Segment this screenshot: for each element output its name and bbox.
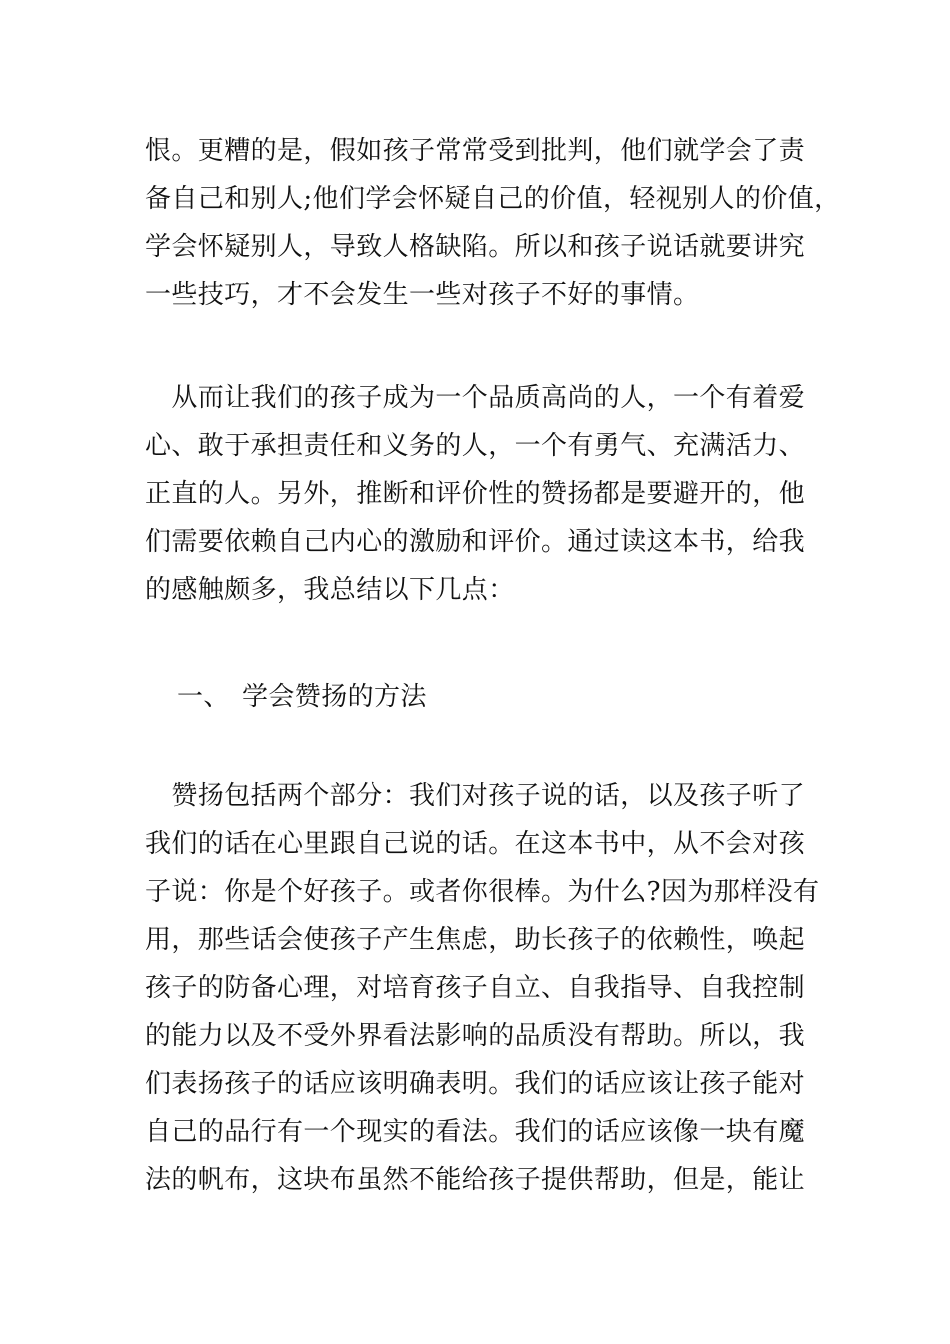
- paragraph-line: 自己的品行有一个现实的看法。我们的话应该像一块有魔: [145, 1117, 806, 1147]
- paragraph-line: 子说：你是个好孩子。或者你很棒。为什么?因为那样没有: [145, 877, 820, 907]
- paragraph-line: 从而让我们的孩子成为一个品质高尚的人，一个有着爱: [145, 383, 806, 413]
- paragraph-1: [145, 127, 841, 319]
- paragraph-line: 一些技巧，才不会发生一些对孩子不好的事情。: [145, 280, 700, 310]
- section-heading: [145, 673, 815, 721]
- paragraph-2: [145, 374, 815, 614]
- paragraph-line: 赞扬包括两个部分：我们对孩子说的话，以及孩子听了: [145, 781, 806, 811]
- paragraph-3: [145, 772, 820, 1204]
- paragraph-line: 法的帆布，这块布虽然不能给孩子提供帮助，但是，能让: [145, 1165, 806, 1195]
- paragraph-line: 我们的话在心里跟自己说的话。在这本书中，从不会对孩: [145, 829, 806, 859]
- section-number: 一、: [177, 682, 230, 712]
- paragraph-line: 心、敢于承担责任和义务的人，一个有勇气、充满活力、: [145, 431, 806, 461]
- paragraph-line: 的感触颇多，我总结以下几点：: [145, 575, 515, 605]
- paragraph-line: 恨。更糟的是，假如孩子常常受到批判，他们就学会了责: [145, 136, 806, 166]
- paragraph-line: 学会怀疑别人，导致人格缺陷。所以和孩子说话就要讲究: [145, 232, 806, 262]
- section-heading-line: [145, 673, 815, 721]
- paragraph-line: 备自己和别人;他们学会怀疑自己的价值，轻视别人的价值，: [145, 184, 841, 214]
- paragraph-line: 的能力以及不受外界看法影响的品质没有帮助。所以，我: [145, 1021, 806, 1051]
- paragraph-line: 们需要依赖自己内心的激励和评价。通过读这本书，给我: [145, 527, 806, 557]
- paragraph-line: 们表扬孩子的话应该明确表明。我们的话应该让孩子能对: [145, 1069, 806, 1099]
- paragraph-line: 孩子的防备心理，对培育孩子自立、自我指导、自我控制: [145, 973, 806, 1003]
- paragraph-line: 用，那些话会使孩子产生焦虑，助长孩子的依赖性，唤起: [145, 925, 806, 955]
- section-title: 学会赞扬的方法: [242, 682, 427, 712]
- paragraph-line: 正直的人。另外，推断和评价性的赞扬都是要避开的，他: [145, 479, 806, 509]
